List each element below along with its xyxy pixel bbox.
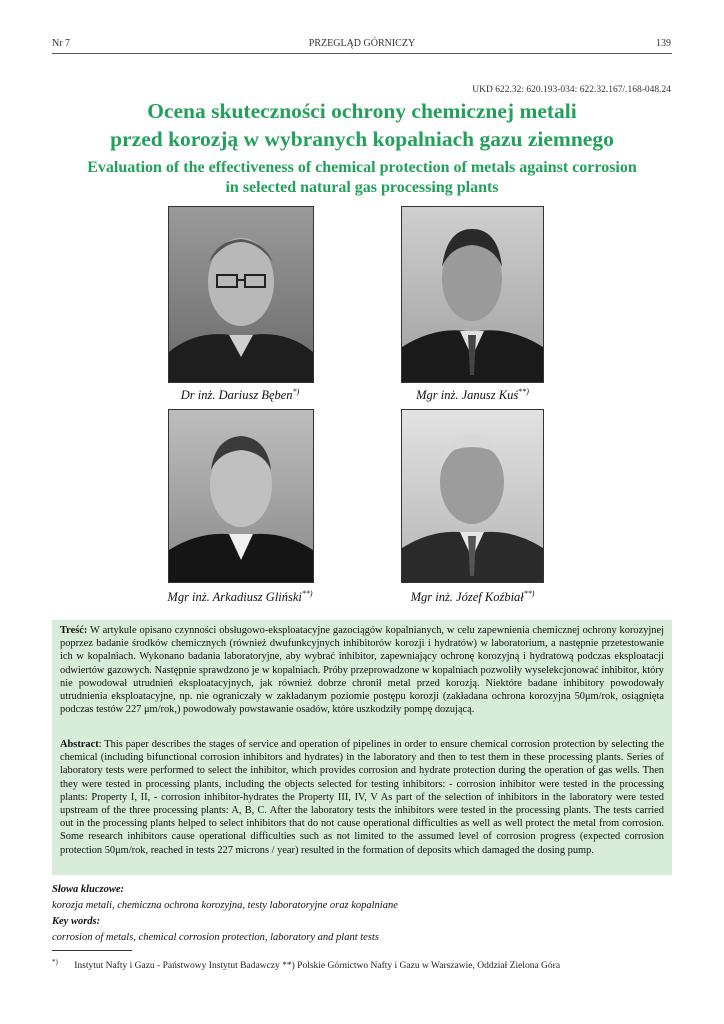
author-photo-2	[401, 206, 544, 383]
footnote-text: Instytut Nafty i Gazu - Państwowy Instytut Badawczy **) Polskie Górnictwo Nafty i Gazu w Warszawie, Oddział Zielona Góra	[74, 961, 561, 972]
title-english-line1: Evaluation of the effectiveness of chemical protection of metals against corrosion	[87, 159, 637, 176]
author-mark-4: **)	[523, 589, 535, 598]
abstract-polish	[60, 624, 664, 716]
author-caption-3	[140, 589, 340, 605]
ukd-classification: UKD 622.32: 620.193-034: 622.32.167/.168-048.24	[472, 85, 671, 95]
abstract-english-label: Abstract	[60, 739, 99, 750]
author-name-2: Mgr inż. Janusz Kuś	[416, 388, 519, 403]
title-polish	[40, 97, 684, 153]
abstract-english	[60, 738, 664, 857]
keywords-english-label: Key words:	[52, 916, 101, 927]
issue-number: Nr 7	[52, 38, 71, 49]
author-photo-4	[401, 409, 544, 583]
footnote-rule	[52, 950, 132, 951]
header-rule	[52, 53, 672, 54]
abstract-polish-label: Treść:	[60, 625, 88, 636]
footnote-mark: *)	[52, 958, 58, 966]
author-photo-1	[168, 206, 314, 383]
author-name-3: Mgr inż. Arkadiusz Gliński	[167, 590, 302, 605]
journal-name: PRZEGLĄD GÓRNICZY	[308, 38, 416, 49]
author-mark-3: **)	[301, 589, 313, 598]
author-caption-1	[150, 387, 330, 403]
title-polish-line1: Ocena skuteczności ochrony chemicznej metali	[147, 99, 577, 123]
keywords-english: corrosion of metals, chemical corrosion protection, laboratory and plant tests	[52, 932, 379, 943]
author-mark-2: **)	[518, 387, 529, 396]
title-english-line2: in selected natural gas processing plants	[225, 179, 499, 196]
footnote	[52, 958, 560, 971]
title-english	[40, 158, 684, 198]
author-mark-1: *)	[292, 387, 300, 396]
keywords-polish-label: Słowa kluczowe:	[52, 884, 125, 895]
keywords-polish: korozja metali, chemiczna ochrona korozyjna, testy laboratoryjne oraz kopalniane	[52, 900, 398, 911]
author-name-4: Mgr inż. Józef Koźbiał	[410, 590, 524, 605]
author-caption-2	[385, 387, 560, 403]
author-caption-4	[380, 589, 565, 605]
author-photo-3	[168, 409, 314, 583]
abstract-polish-text: W artykule opisano czynności obsługowo-eksploatacyjne gazociągów kopalnianych, w celu zapewnienia chemicznej ochrony korozyjnej poprzez badanie środków chemicznych (również dwufunkcyjnych inhibitorów korozji i hydratów) w laboratorium, a następnie przetestowanie ich w kopalniach. Wykonano badania laboratoryjne, aby wybrać inhibitor, zapewniający ochronę korozyjną i hydratową podczas eksploatacji odwiertów gazowych. Następnie sprawdzono je w kopalniach. Próby przeprowadzone w kopalniach pozwoliły wyselekcjonować inhibitor, który nie powodował utrudnień eksploatacyjnych, jak również dobrze chronił metal przed korozją. Niektóre badane inhibitory powodowały utrudnienia eksploatacyjne, np. nie ograniczały w zakładanym poziomie postępu korozji (zakładana ochrona korozyjna 50μm/rok, osiągnięta podczas testów 227 μm/rok,) powodowały powstawanie osadów, które uszkodziły pompę dozującą.	[60, 625, 664, 716]
title-polish-line2: przed korozją w wybranych kopalniach gazu ziemnego	[110, 127, 614, 151]
author-name-1: Dr inż. Dariusz Bęben	[180, 388, 293, 403]
abstract-english-text: : This paper describes the stages of service and operation of pipelines in order to ensure chemical corrosion protection by selecting the chemical (including bifunctional corrosion inhibitors and hydrates) in the laboratory and then to test them in these processing plants. Series of laboratory tests were performed to select the inhibitor, which provides corrosion and hydrate protection during the operation of gas wells. Then they were tested in processing plants, including the objects selected for testing inhibitors: - corrosion inhibitor were tested in the processing plants: Property I, II, - corrosion inhibitor-hydrates the Property III, IV, V As part of the selection of inhibitors in the laboratory were tested upstream of the three processing plants: A, B, C. After the laboratory tests the inhibitors were tested in the processing plants. The tests carried out in the processing plants helped to select inhibitors that do not cause operational difficulties as well as well protect the metal from corrosion. Some research inhibitors cause operational difficulties such as not limited to the assumed level of corrosion progress (expected corrosion protection 50μm/rok, reached in tests 227 microns / year) resulted in the formation of deposits which damaged the dosing pump.	[60, 739, 664, 856]
page-number: 139	[656, 38, 671, 49]
